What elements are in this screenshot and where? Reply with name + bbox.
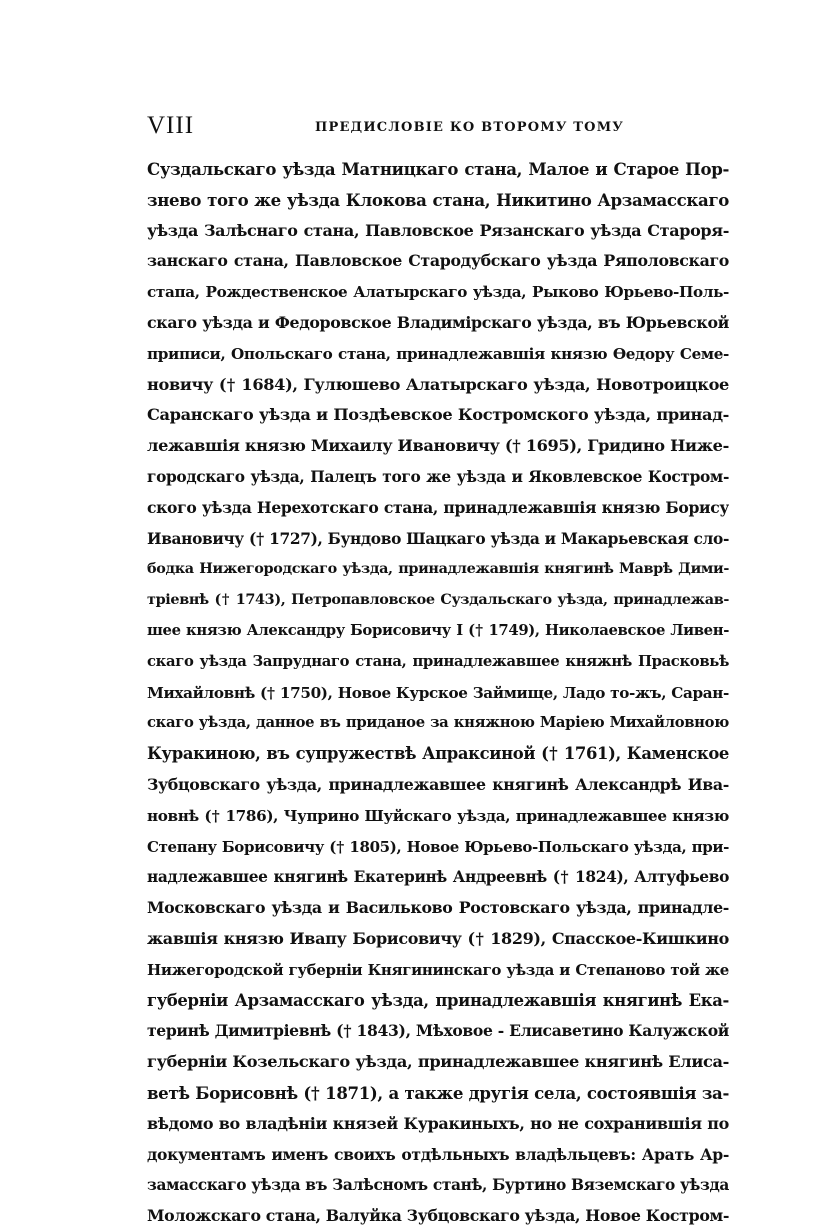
text-line: замасскаго уѣзда въ Залѣсномъ станѣ, Буртино Вяземскаго уѣзда [147, 1176, 729, 1195]
text-line: ветѣ Борисовнѣ († 1871), а также другія села, состоявшія за- [147, 1082, 729, 1103]
body-text [147, 154, 729, 1232]
text-line: бодка Нижегородскаго уѣзда, принадлежавшія княгинѣ Маврѣ Дими- [147, 560, 729, 578]
text-line: лежавшія князю Михаилу Ивановичу († 1695), Гридино Ниже- [147, 436, 729, 456]
text-line: уѣзда Залѣснаго стана, Павловское Рязанскаго уѣзда Староря- [147, 220, 729, 240]
text-line: скаго уѣзда, данное въ приданое за княжною Маріею Михайловною [147, 714, 729, 732]
text-line: занскаго стана, Павловское Стародубскаго уѣзда Ряполовскаго [147, 251, 729, 271]
text-line: губерніи Козельскаго уѣзда, принадлежавшее княгинѣ Елиса- [147, 1052, 729, 1072]
text-line: Куракиною, въ супружествѣ Апраксиной († 1761), Каменское [147, 744, 729, 764]
page-header [147, 112, 729, 144]
text-line: новнѣ († 1786), Чуприно Шуйскаго уѣзда, принадлежавшее князю [147, 806, 729, 825]
text-line: Степану Борисовичу († 1805), Новое Юрьево-Польскаго уѣзда, при- [147, 837, 729, 856]
text-line: Суздальскаго уѣзда Матницкаго стана, Малое и Старое Пор- [147, 159, 729, 179]
text-line: стапа, Рождественское Алатырскаго уѣзда, Рыково Юрьево-Поль- [147, 283, 729, 302]
text-line: приписи, Опольскаго стана, принадлежавшія князю Ѳедору Семе- [147, 344, 729, 363]
text-line: городскаго уѣзда, Палецъ того же уѣзда и Яковлевское Костром- [147, 467, 729, 486]
text-line: ского уѣзда Нерехотскаго стана, принадлежавшія князю Борису [147, 497, 729, 517]
text-line: тріевнѣ († 1743), Петропавловское Суздальскаго уѣзда, принадлежав- [147, 591, 729, 609]
running-head-title: ПРЕДИСЛОВІЕ КО ВТОРОМУ ТОМУ [315, 120, 625, 135]
text-line: губерніи Арзамасскаго уѣзда, принадлежавшія княгинѣ Ека- [147, 990, 729, 1010]
text-line: шее князю Александру Борисовичу I († 1749), Николаевское Ливен- [147, 621, 729, 639]
text-line: Московскаго уѣзда и Васильково Ростовскаго уѣзда, принадле- [147, 898, 729, 918]
text-line: новичу († 1684), Гулюшево Алатырскаго уѣзда, Новотроицкое [147, 374, 729, 394]
text-line: Моложскаго стана, Валуйка Зубцовскаго уѣзда, Новое Костром- [147, 1206, 729, 1226]
page-number: VIII [147, 112, 195, 139]
text-line: Ивановичу († 1727), Бундово Шацкаго уѣзда и Макарьевская сло- [147, 529, 729, 548]
text-line: жавшія князю Ивапу Борисовичу († 1829), Спасское-Кишкино [147, 928, 729, 948]
text-line: надлежавшее княгинѣ Екатеринѣ Андреевнѣ († 1824), Алтуфьево [147, 868, 729, 887]
text-line: знево того же уѣзда Клокова стана, Никитино Арзамасскаго [147, 189, 729, 210]
text-line: документамъ именъ своихъ отдѣльныхъ владѣльцевъ: Арать Ар- [147, 1144, 729, 1164]
text-line: Михайловнѣ († 1750), Новое Курское Займище, Ладо то-жъ, Саран- [147, 683, 729, 702]
text-line: теринѣ Димитріевнѣ († 1843), Мѣховое - Елисаветино Калужской [147, 1021, 729, 1041]
text-line: вѣдомо во владѣніи князей Куракиныхъ, но не сохранившія по [147, 1113, 729, 1133]
text-line: скаго уѣзда и Федоровское Владимірскаго уѣзда, въ Юрьевской [147, 312, 729, 332]
text-line: Нижегородской губерніи Княгининскаго уѣзда и Степаново той же [147, 960, 729, 979]
text-line: Зубцовскаго уѣзда, принадлежавшее княгинѣ Александрѣ Ива- [147, 774, 729, 794]
text-line: скаго уѣзда Запруднаго стана, принадлежавшее княжнѣ Прасковьѣ [147, 652, 729, 670]
text-line: Саранскаго уѣзда и Поздѣевское Костромского уѣзда, принад- [147, 405, 729, 425]
